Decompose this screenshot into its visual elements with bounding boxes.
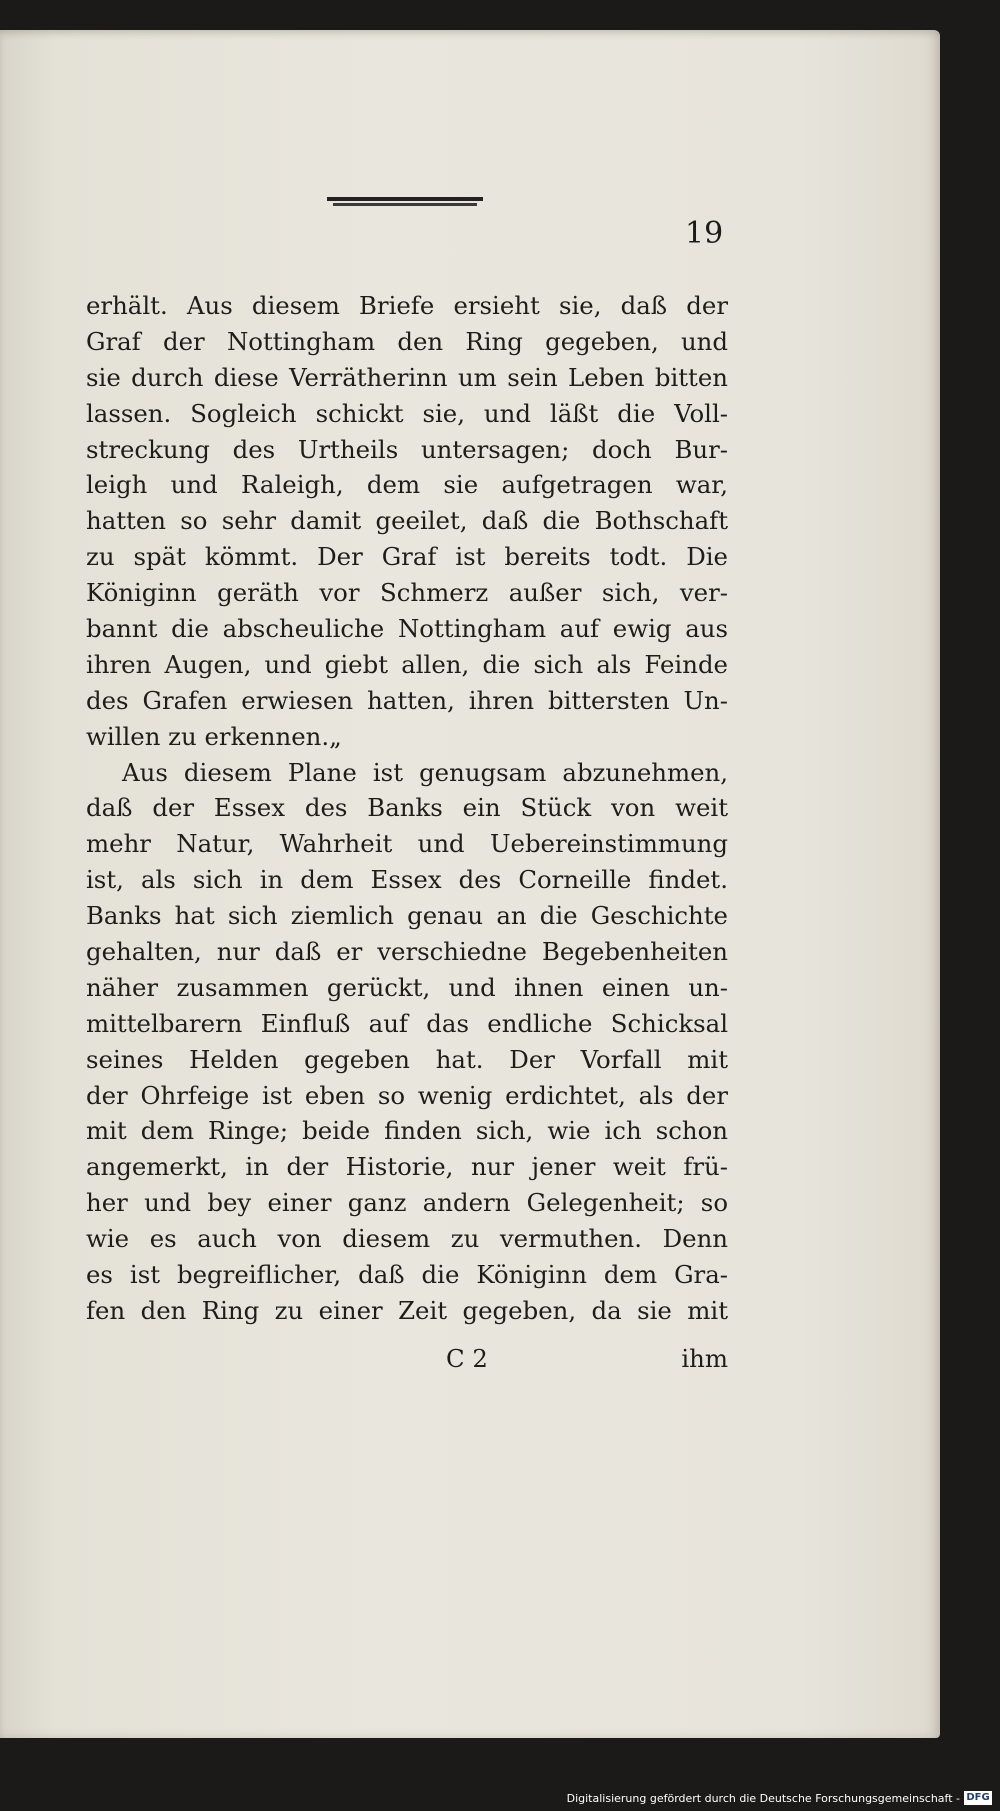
text-line: mehr Natur, Wahrheit und Uebereinstimmung xyxy=(86,829,728,859)
text-line: fen den Ring zu einer Zeit gegeben, da sie mit xyxy=(86,1295,728,1325)
text-line: näher zusammen gerückt, und ihnen einen un- xyxy=(86,972,728,1002)
text-line: Graf der Nottingham den Ring gegeben, und xyxy=(86,326,728,356)
text-line: mit dem Ringe; beide finden sich, wie ich schon xyxy=(86,1116,728,1146)
text-line: es ist begreiflicher, daß die Königinn dem Gra- xyxy=(86,1260,728,1290)
text-line: der Ohrfeige ist eben so wenig erdichtet, als der xyxy=(86,1080,728,1110)
ornament-rule-bottom xyxy=(333,203,477,206)
text-line: bannt die abscheuliche Nottingham auf ewig aus xyxy=(86,614,728,644)
text-line: sie durch diese Verrätherinn um sein Leben bitten xyxy=(86,362,728,392)
body-text xyxy=(86,288,728,1329)
text-line: Banks hat sich ziemlich genau an die Geschichte xyxy=(86,901,728,931)
text-line: streckung des Urtheils untersagen; doch Bur- xyxy=(86,434,728,464)
text-line: seines Helden gegeben hat. Der Vorfall mit xyxy=(86,1044,728,1074)
ornament-rule-top xyxy=(327,197,483,201)
text-line: lassen. Sogleich schickt sie, und läßt die Voll- xyxy=(86,398,728,428)
header-ornament-rule xyxy=(327,197,483,207)
text-line: erhält. Aus diesem Briefe ersieht sie, daß der xyxy=(86,291,728,320)
text-line: hatten so sehr damit geeilet, daß die Bothschaft xyxy=(86,506,728,536)
text-line: wie es auch von diesem zu vermuthen. Denn xyxy=(86,1224,728,1254)
digitization-credit: Digitalisierung gefördert durch die Deutsche Forschungsgemeinschaft - xyxy=(566,1792,960,1805)
text-line: gehalten, nur daß er verschiedne Begebenheiten xyxy=(86,937,728,967)
signature-mark: C 2 xyxy=(446,1344,488,1373)
page-number: 19 xyxy=(685,216,724,251)
catchword: ihm xyxy=(681,1344,728,1373)
text-line: willen zu erkennen.„ xyxy=(86,721,342,751)
text-line: Königinn geräth vor Schmerz außer sich, ver- xyxy=(86,578,728,608)
text-line: ihren Augen, und giebt allen, die sich als Feinde xyxy=(86,649,728,679)
page-footer xyxy=(86,1344,728,1384)
text-line: her und bey einer ganz andern Gelegenheit; so xyxy=(86,1188,728,1218)
text-line: ist, als sich in dem Essex des Corneille findet. xyxy=(86,865,728,895)
text-line: des Grafen erwiesen hatten, ihren bittersten Un- xyxy=(86,685,728,715)
text-line: Aus diesem Plane ist genugsam abzunehmen, xyxy=(122,757,728,787)
text-line: zu spät kömmt. Der Graf ist bereits todt. Die xyxy=(86,542,728,572)
text-line: angemerkt, in der Historie, nur jener weit frü- xyxy=(86,1152,728,1182)
text-line: daß der Essex des Banks ein Stück von weit xyxy=(86,793,728,823)
book-page xyxy=(0,30,940,1738)
text-line: leigh und Raleigh, dem sie aufgetragen war, xyxy=(86,470,728,500)
dfg-logo: DFG xyxy=(964,1791,992,1805)
text-line: mittelbarern Einfluß auf das endliche Schicksal xyxy=(86,1008,728,1038)
